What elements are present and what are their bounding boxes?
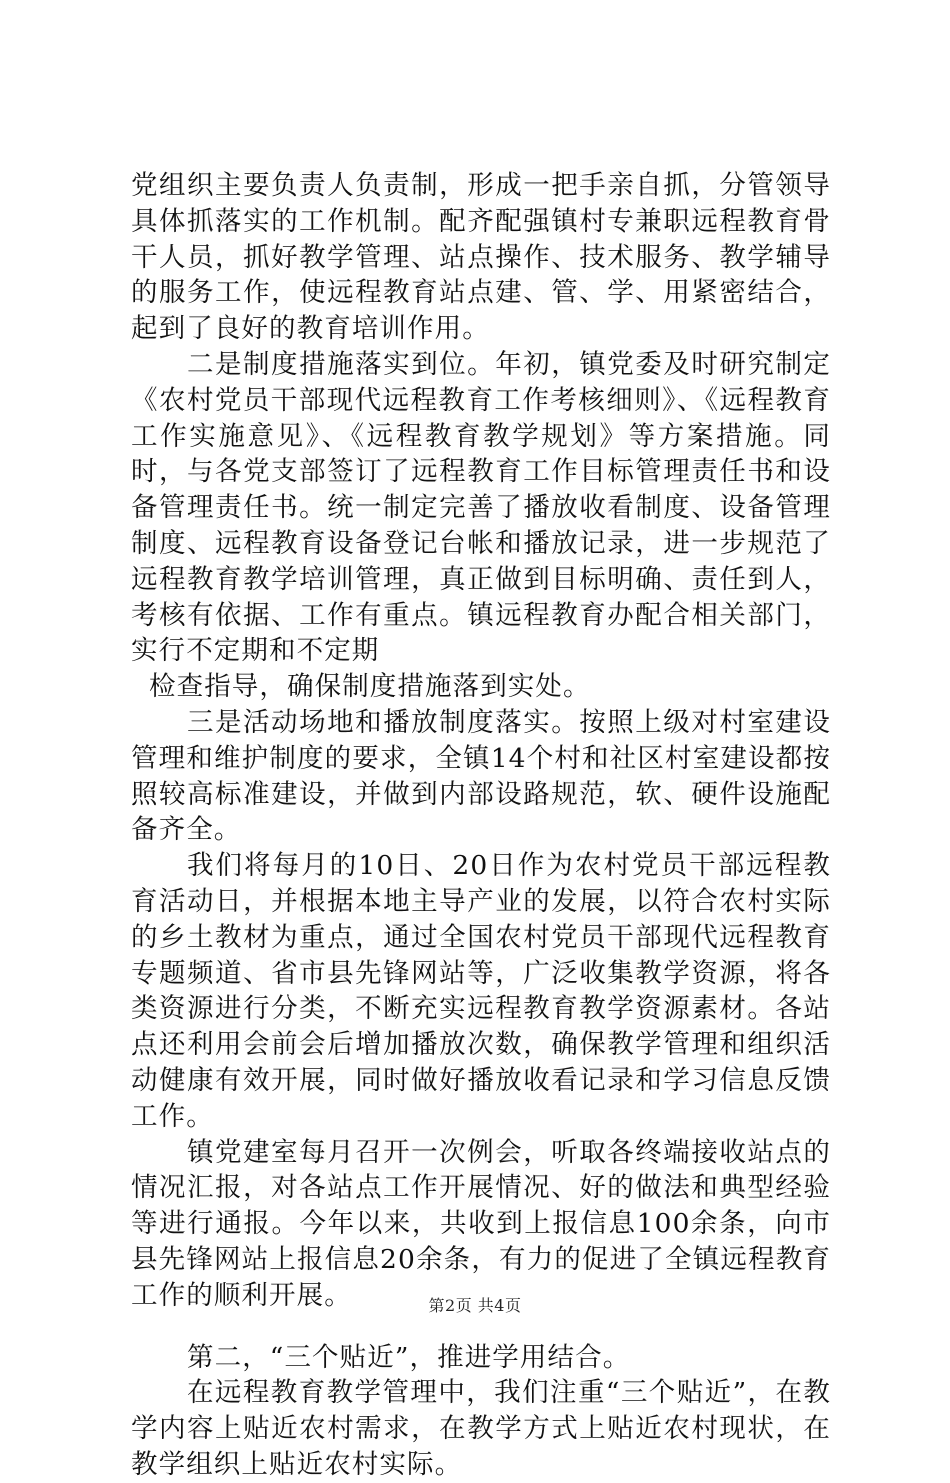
paragraph-7: 在远程教育教学管理中，我们注重“三个贴近”，在教学内容上贴近农村需求，在教学方式上贴近农村现状，在教学组织上贴近农村实际。 <box>131 1377 831 1480</box>
paragraph-2: 二是制度措施落实到位。年初，镇党委及时研究制定《农村党员干部现代远程教育工作考核细则》、《远程教育工作实施意见》、《远程教育教学规划》等方案措施。同时，与各党支部签订了远程教育工作目标管理责任书和设备管理责任书。统一制定完善了播放收看制度、设备管理制度、远程教育设备登记台帐和播放记录，进一步规范了远程教育教学培训管理，真正做到目标明确、责任到人，考核有依据、工作有重点。镇远程教育办配合相关部门，实行不定期和不定期 <box>131 348 831 667</box>
paragraph-4: 三是活动场地和播放制度落实。按照上级对村室建设管理和维护制度的要求，全镇14个村和社区村室建设都按照较高标准建设，并做到内部设路规范，软、硬件设施配备齐全。 <box>131 706 831 846</box>
paragraph-6: 镇党建室每月召开一次例会，听取各终端接收站点的情况汇报，对各站点工作开展情况、好的做法和典型经验等进行通报。今年以来，共收到上报信息100余条，向市县先锋网站上报信息20余条，有力的促进了全镇远程教育工作的顺利开展。 <box>131 1136 831 1311</box>
paragraph-3: 检查指导，确保制度措施落到实处。 <box>149 671 591 703</box>
page-footer: 第2页 共4页 <box>428 1296 522 1315</box>
paragraph-1: 党组织主要负责人负责制，形成一把手亲自抓，分管领导具体抓落实的工作机制。配齐配强镇村专兼职远程教育骨干人员，抓好教学管理、站点操作、技术服务、教学辅导的服务工作，使远程教育站点建、管、学、用紧密结合，起到了良好的教育培训作用。 <box>131 170 831 345</box>
document-body <box>131 168 831 1483</box>
paragraph-gap <box>131 1314 831 1340</box>
section-heading: 第二，“三个贴近”，推进学用结合。 <box>187 1341 631 1373</box>
paragraph-5: 我们将每月的10日、20日作为农村党员干部远程教育活动日，并根据本地主导产业的发展，以符合农村实际的乡土教材为重点，通过全国农村党员干部现代远程教育专题频道、省市县先锋网站等，广泛收集教学资源，将各类资源进行分类，不断充实远程教育教学资源素材。各站点还利用会前会后增加播放次数，确保教学管理和组织活动健康有效开展，同时做好播放收看记录和学习信息反馈工作。 <box>131 850 831 1132</box>
